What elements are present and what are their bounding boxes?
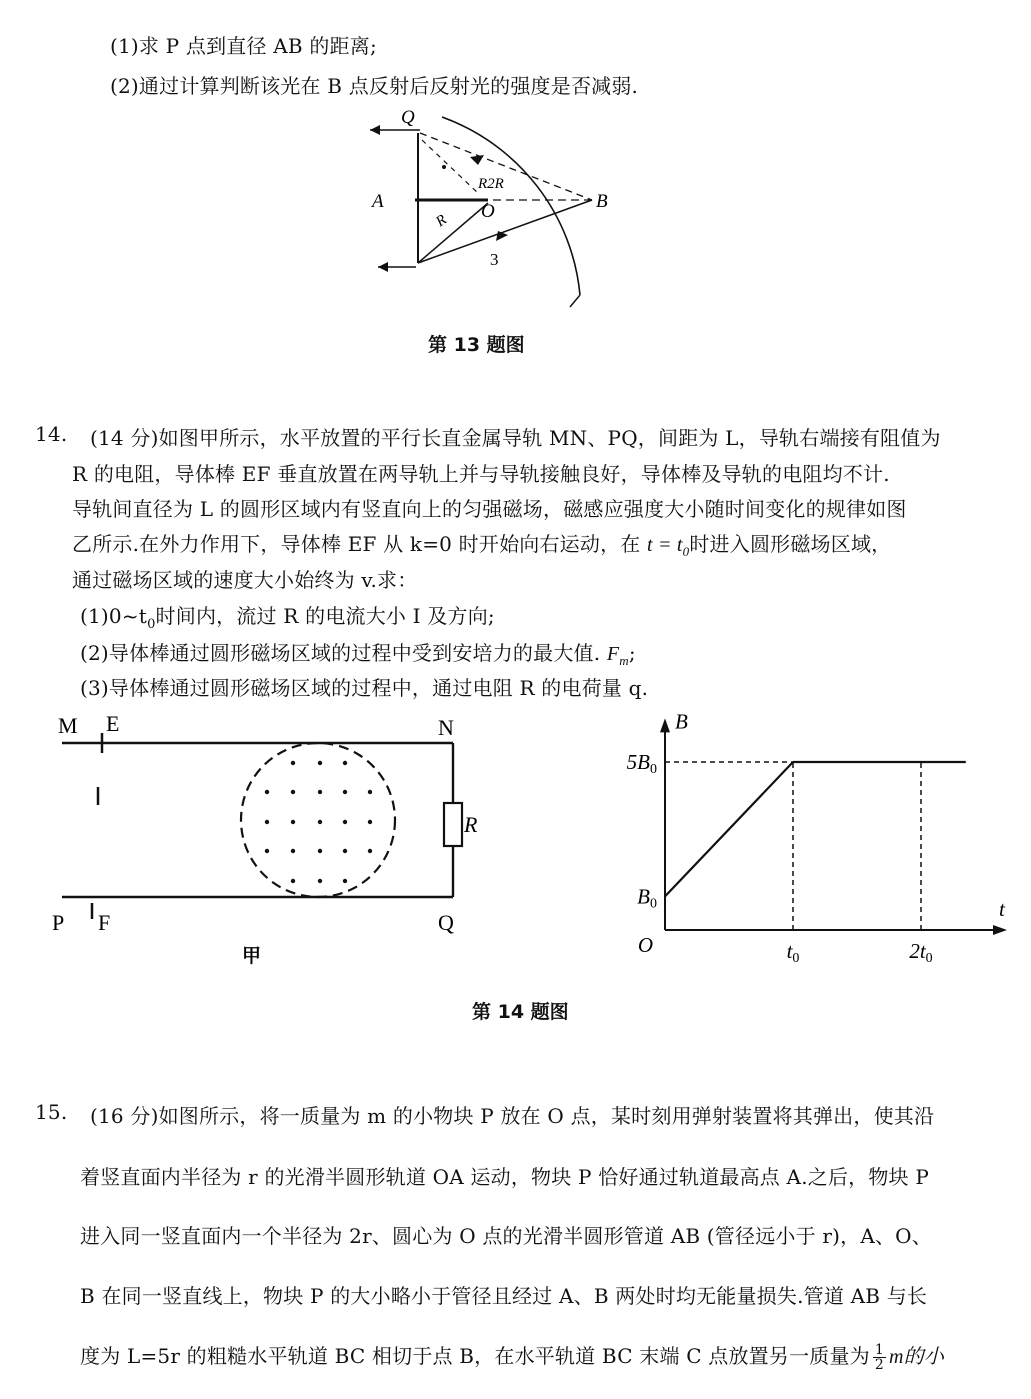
q13-arrow-left-top (370, 125, 380, 135)
q13-label-3: 3 (490, 250, 499, 269)
q15-line3: 进入同一竖直面内一个半径为 2r、圆心为 O 点的光滑半圆形管道 AB (管径远小于 r)，A、O、 (80, 1224, 932, 1248)
q13-label-a: A (372, 191, 384, 212)
q14-sub1: $(1)0\sim t_0$时间内，流过 R 的电流大小 I 及方向; (80, 604, 495, 632)
q13-sub2: (2)通过计算判断该光在 B 点反射后反射光的强度是否减弱. (110, 74, 639, 98)
q13-figure (340, 95, 660, 310)
label-jia: 甲 (242, 946, 262, 967)
y-tick-b0: B0 (637, 884, 657, 912)
q13-sub1: (1)求 P 点到直径 AB 的距离; (110, 34, 377, 58)
q14-caption: 第 14 题图 (472, 1001, 569, 1023)
label-q: Q (438, 910, 454, 935)
x-axis-arrow (993, 925, 1007, 935)
q15-line1: (16 分)如图所示，将一质量为 m 的小物块 P 放在 O 点，某时刻用弹射装置将其弹出，使其沿 (90, 1104, 935, 1128)
q13-caption: 第 13 题图 (428, 334, 525, 356)
q14-sub3: (3)导体棒通过圆形磁场区域的过程中，通过电阻 R 的电荷量 q. (80, 676, 649, 700)
q15-line4: B 在同一竖直线上，物块 P 的大小略小于管径且经过 A、B 两处时均无能量损失.管道 AB 与长 (80, 1284, 928, 1308)
q14-line4-text-c: 时进入圆形磁场区域， (689, 532, 892, 556)
q14-line2: R 的电阻，导体棒 EF 垂直放置在两导轨上并与导轨接触良好，导体棒及导轨的电阻均不计. (72, 462, 890, 486)
q13-circle-arc-lower (570, 295, 580, 307)
x-axis-label: t (999, 897, 1005, 921)
q14-sub2: (2)导体棒通过圆形磁场区域的过程中受到安培力的最大值. $F_m$; (80, 641, 636, 668)
label-p: P (52, 910, 65, 935)
label-r: R (464, 812, 478, 837)
y-axis-arrow (660, 718, 670, 732)
field-dots (265, 761, 372, 883)
q13-label-b: B (596, 191, 608, 212)
q13-label-2r: R2R (478, 176, 504, 192)
q14-line5: 通过磁场区域的速度大小始终为 v.求： (72, 568, 418, 592)
q15-number: 15. (35, 1100, 68, 1124)
q14-line3: 导轨间直径为 L 的圆形区域内有竖直向上的匀强磁场，磁感应强度大小随时间变化的规律如图 (72, 497, 907, 521)
y-axis-label: B (675, 709, 688, 734)
q14-line1: (14 分)如图甲所示，水平放置的平行长直金属导轨 MN、PQ，间距为 L，导轨右端接有阻值为 (90, 426, 941, 450)
q14-sub2-fm: $F_m$ (606, 643, 629, 668)
q13-arrow-left-bottom (378, 262, 388, 272)
x-tick-t0: t0 (786, 939, 800, 965)
fraction-one-half: $\frac{1}{2}$ (874, 1342, 884, 1373)
q13-label-o: O (481, 201, 495, 222)
q13-ray-to (418, 203, 488, 263)
q14-line4 (72, 528, 891, 560)
q13-label-q: Q (401, 107, 415, 128)
label-m: M (58, 713, 78, 738)
x-tick-2t0: 2t0 (909, 939, 933, 965)
q15-line5: 度为 L=5r 的粗糙水平轨道 BC 相切于点 B，在水平轨道 BC 末端 C 点放置另一质量为 $\frac{1}{2}$ m的小 (80, 1342, 945, 1373)
q14-figure-b-chart (620, 700, 1010, 965)
q13-label-r: R (433, 211, 450, 231)
q13-circle-arc (442, 117, 580, 295)
origin-label: O (637, 933, 653, 957)
q14-figure-a (40, 705, 480, 975)
q14-line4-math: $t = t_0$ (647, 534, 690, 559)
label-e: E (106, 711, 120, 736)
series-segment-0 (665, 762, 793, 896)
q13-arrow-on-qb (470, 155, 484, 165)
label-n: N (438, 715, 454, 740)
q15-line2: 着竖直面内半径为 r 的光滑半圆形轨道 OA 运动，物块 P 恰好通过轨道最高点 A.之后，物块 P (80, 1165, 929, 1189)
magnetic-region (241, 743, 395, 897)
q13-ray-tb (418, 200, 592, 263)
q14-line4-text-a: 乙所示.在外力作用下，导体棒 EF 从 k=0 时开始向右运动，在 (72, 532, 641, 556)
q13-ray-qo (422, 140, 480, 195)
label-f: F (98, 910, 111, 935)
resistor (444, 803, 462, 846)
q14-number: 14. (35, 422, 68, 446)
y-tick-5b0: 5B0 (626, 750, 657, 777)
